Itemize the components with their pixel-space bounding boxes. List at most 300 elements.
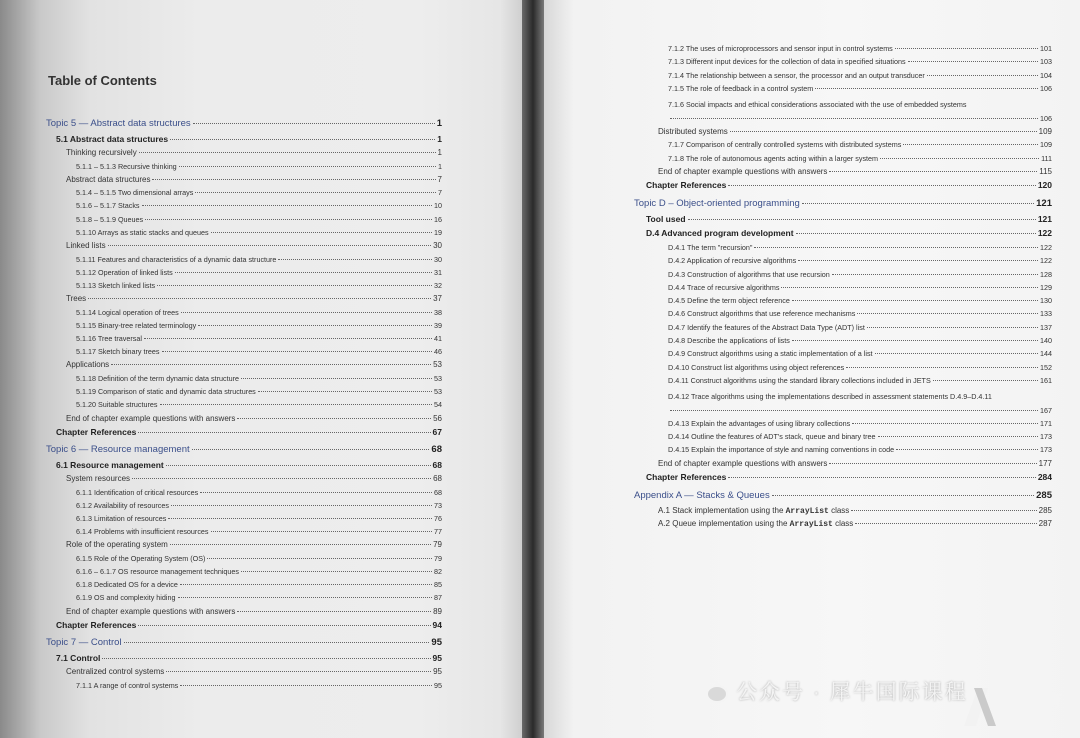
toc-entry-text: 6.1 Resource management xyxy=(56,460,164,470)
page-number: 54 xyxy=(434,400,442,410)
dot-leader xyxy=(88,298,431,299)
page-number: 287 xyxy=(1038,519,1052,529)
page-number: 285 xyxy=(1038,505,1052,515)
toc-entry-text: 5.1.18 Definition of the term dynamic data structure xyxy=(76,373,239,383)
dot-leader xyxy=(851,510,1036,511)
page-number: 122 xyxy=(1040,256,1052,266)
dot-leader xyxy=(124,642,430,643)
toc-entry-text: End of chapter example questions with answers xyxy=(658,458,828,468)
dot-leader xyxy=(730,131,1037,132)
toc-entry-text: 7.1.4 The relationship between a sensor, the processor and an output transducer xyxy=(668,70,925,80)
toc-entry-text: D.4.15 Explain the importance of style and naming conventions in code xyxy=(668,445,895,455)
page-number: 1 xyxy=(437,148,442,157)
toc-entry[interactable] xyxy=(66,148,442,157)
toc-entry[interactable] xyxy=(66,540,442,549)
dot-leader xyxy=(829,463,1036,464)
toc-entry[interactable] xyxy=(668,432,1052,441)
toc-entry[interactable] xyxy=(658,127,1052,136)
toc-entry[interactable] xyxy=(76,308,442,317)
page-number: 73 xyxy=(434,500,442,510)
toc-entry-text: 7.1.6 Social impacts and ethical considerations associated with the use of embedded systems xyxy=(668,100,967,110)
right-book-page xyxy=(544,0,1080,738)
dot-leader xyxy=(138,432,430,433)
page-number: 95 xyxy=(431,637,442,649)
dot-leader xyxy=(855,523,1036,524)
toc-entry[interactable] xyxy=(76,321,442,330)
dot-leader xyxy=(211,232,432,233)
toc-entry-text: 5.1.8 – 5.1.9 Queues xyxy=(76,214,144,224)
dot-leader xyxy=(895,48,1038,49)
dot-leader xyxy=(181,312,432,313)
dot-leader xyxy=(178,597,433,598)
toc-entry[interactable] xyxy=(658,459,1052,468)
dot-leader xyxy=(171,505,432,506)
toc-entry-text: Applications xyxy=(66,360,110,370)
toc-entry-text: D.4.6 Construct algorithms that use reference mechanisms xyxy=(668,309,856,319)
page-number: 122 xyxy=(1037,228,1052,239)
toc-entry-text: 5.1.15 Binary-tree related terminology xyxy=(76,320,197,330)
page-number: 76 xyxy=(434,513,442,523)
toc-entry-text: 5.1 Abstract data structures xyxy=(56,134,169,144)
toc-entry-text: Chapter References xyxy=(56,427,137,437)
page-number: 284 xyxy=(1037,472,1052,483)
dot-leader xyxy=(829,171,1037,172)
page-number: 137 xyxy=(1040,322,1052,332)
toc-entry-text: 5.1.11 Features and characteristics of a dynamic data structure xyxy=(76,254,277,264)
toc-entry[interactable] xyxy=(76,400,442,409)
toc-entry[interactable] xyxy=(66,667,442,676)
toc-entry-text: Chapter References xyxy=(56,620,137,631)
page-number: 85 xyxy=(434,580,442,590)
dot-leader xyxy=(157,285,432,286)
toc-entry-text: 5.1.6 – 5.1.7 Stacks xyxy=(76,201,140,211)
dot-leader xyxy=(792,340,1038,341)
toc-entry-text: D.4.8 Describe the applications of lists xyxy=(668,336,790,345)
toc-entry[interactable] xyxy=(668,419,1052,428)
page-number: 161 xyxy=(1040,375,1052,385)
dot-leader xyxy=(878,436,1038,437)
page-number: 82 xyxy=(434,567,442,576)
toc-title: Table of Contents xyxy=(48,73,157,88)
dot-leader xyxy=(880,158,1039,159)
toc-entry[interactable] xyxy=(76,268,442,277)
toc-entry-text: 7.1.1 A range of control systems xyxy=(76,680,179,690)
page-number: 1 xyxy=(436,118,442,129)
dot-leader xyxy=(728,477,1036,478)
dot-leader xyxy=(278,259,432,260)
dot-leader xyxy=(896,449,1038,450)
toc-entry-text: Topic 5 — Abstract data structures xyxy=(46,118,191,129)
toc-entry[interactable] xyxy=(76,281,442,290)
dot-leader xyxy=(108,245,432,246)
toc-topic-heading[interactable] xyxy=(634,198,1052,209)
watermark-text: 公众号 · 犀牛国际课程 xyxy=(736,681,968,704)
toc-entry[interactable] xyxy=(668,309,1052,318)
page-number: 53 xyxy=(434,373,442,383)
toc-entry-text: D.4.1 The term "recursion" xyxy=(668,242,753,252)
toc-entry[interactable] xyxy=(76,580,442,589)
dot-leader xyxy=(728,185,1036,186)
dot-leader xyxy=(237,418,431,419)
toc-entry[interactable] xyxy=(76,681,442,690)
toc-entry-text: 6.1.3 Limitation of resources xyxy=(76,513,167,523)
toc-entry-text: D.4 Advanced program development xyxy=(646,228,794,239)
dot-leader xyxy=(180,584,432,585)
toc-entry[interactable] xyxy=(76,347,442,356)
book-gutter xyxy=(522,0,544,738)
page-number: 122 xyxy=(1040,242,1052,252)
page-number: 39 xyxy=(434,320,442,330)
toc-entry[interactable] xyxy=(646,472,1052,482)
toc-entry[interactable] xyxy=(668,243,1052,252)
dot-leader xyxy=(211,531,433,532)
toc-entry[interactable] xyxy=(76,334,442,343)
dot-leader xyxy=(170,544,431,545)
dot-leader xyxy=(207,558,432,559)
toc-entry[interactable] xyxy=(76,488,442,497)
dot-leader xyxy=(933,380,1038,381)
page-number: 68 xyxy=(434,487,442,497)
page-number: 41 xyxy=(434,334,442,343)
toc-entry[interactable] xyxy=(76,215,442,224)
page-number: 106 xyxy=(1040,83,1052,93)
toc-entry[interactable] xyxy=(76,501,442,510)
page-number: 95 xyxy=(434,680,442,690)
dot-leader xyxy=(193,123,435,124)
toc-entry[interactable] xyxy=(76,554,442,563)
toc-entry[interactable] xyxy=(66,474,442,483)
page-number: 101 xyxy=(1040,44,1052,53)
toc-entry-text: D.4.10 Construct list algorithms using object references xyxy=(668,362,845,372)
toc-entry-text: End of chapter example questions with answers xyxy=(66,606,236,616)
toc-entry[interactable] xyxy=(76,567,442,576)
page-number: 173 xyxy=(1040,445,1052,455)
page-number: 121 xyxy=(1036,197,1052,209)
toc-entry-text: 6.1.6 – 6.1.7 OS resource management techniques xyxy=(76,567,240,576)
toc-entry[interactable] xyxy=(646,228,1052,238)
toc-entry-text: 6.1.5 Role of the Operating System (OS) xyxy=(76,553,206,563)
page-number: 89 xyxy=(433,606,442,616)
dot-leader xyxy=(815,88,1038,89)
page-number: 46 xyxy=(434,347,442,357)
dot-leader xyxy=(802,203,1034,204)
toc-entry-text: Trees xyxy=(66,294,87,304)
page-number: 115 xyxy=(1039,166,1052,176)
toc-entry-text: D.4.5 Define the term object reference xyxy=(668,296,790,306)
page-number: 10 xyxy=(434,201,442,211)
toc-entry[interactable] xyxy=(668,71,1052,80)
dot-leader xyxy=(908,61,1038,62)
dot-leader xyxy=(162,351,432,352)
page-number: 285 xyxy=(1036,489,1052,501)
page-number: 53 xyxy=(433,360,442,370)
dot-leader xyxy=(139,152,436,153)
toc-topic-heading[interactable] xyxy=(634,490,1052,501)
left-book-page xyxy=(0,0,522,738)
toc-topic-heading[interactable] xyxy=(46,637,442,648)
page-number: 109 xyxy=(1040,140,1052,150)
toc-entry[interactable] xyxy=(76,374,442,383)
dot-leader xyxy=(102,658,430,659)
toc-entry[interactable] xyxy=(668,323,1052,332)
toc-entry-text: Topic 6 — Resource management xyxy=(46,444,190,455)
toc-entry-text: D.4.14 Outline the features of ADT's stack, queue and binary tree xyxy=(668,432,876,442)
toc-entry[interactable] xyxy=(76,527,442,536)
toc-entry-text: 6.1.8 Dedicated OS for a device xyxy=(76,580,178,590)
toc-entry[interactable] xyxy=(668,296,1052,305)
toc-entry[interactable] xyxy=(66,294,442,303)
dot-leader xyxy=(867,327,1038,328)
toc-entry-text: D.4.11 Construct algorithms using the standard library collections included in JETS xyxy=(668,375,931,385)
dot-leader xyxy=(846,367,1038,368)
dot-leader xyxy=(180,685,432,686)
toc-entry-text: Abstract data structures xyxy=(66,174,151,184)
dot-leader xyxy=(195,192,436,193)
toc-entry-text: D.4.12 Trace algorithms using the implementations described in assessment statements D.4.9–D.4.11 xyxy=(668,392,992,402)
dot-leader xyxy=(670,410,1038,411)
toc-entry[interactable] xyxy=(668,114,1052,123)
toc-entry-text: Chapter References xyxy=(646,180,727,191)
toc-entry[interactable] xyxy=(668,154,1052,163)
toc-entry-text: 5.1.10 Arrays as static stacks and queues xyxy=(76,227,209,237)
toc-entry[interactable] xyxy=(646,180,1052,190)
toc-entry[interactable] xyxy=(76,188,442,197)
page-number: 53 xyxy=(434,387,442,397)
dot-leader xyxy=(670,118,1038,119)
toc-entry[interactable] xyxy=(658,519,1052,529)
toc-entry[interactable] xyxy=(66,360,442,369)
toc-entry-text: Topic 7 — Control xyxy=(46,637,122,649)
toc-entry-text: End of chapter example questions with answers xyxy=(66,413,236,423)
page-number: 38 xyxy=(434,307,442,317)
page-number: 31 xyxy=(434,267,442,277)
page-number: 1 xyxy=(438,161,442,171)
toc-entry-text: Appendix A — Stacks & Queues xyxy=(634,489,770,501)
toc-entry[interactable] xyxy=(66,175,442,184)
page-number: 109 xyxy=(1038,126,1052,136)
dot-leader xyxy=(166,671,431,672)
toc-entry[interactable] xyxy=(668,270,1052,279)
dot-leader xyxy=(179,166,436,167)
toc-entry-text: 6.1.4 Problems with insufficient resources xyxy=(76,527,209,537)
brand-logo xyxy=(958,680,1078,734)
wechat-icon xyxy=(694,678,728,704)
toc-topic-heading[interactable] xyxy=(46,118,442,129)
toc-entry[interactable] xyxy=(668,363,1052,372)
dot-leader xyxy=(111,364,431,365)
toc-entry[interactable] xyxy=(668,283,1052,292)
dot-leader xyxy=(772,495,1034,496)
toc-entry-text: D.4.2 Application of recursive algorithms xyxy=(668,256,797,266)
toc-entry-text: 5.1.14 Logical operation of trees xyxy=(76,307,179,317)
dot-leader xyxy=(237,611,431,612)
toc-entry[interactable] xyxy=(66,241,442,250)
toc-entry-text: D.4.9 Construct algorithms using a static implementation of a list xyxy=(668,349,873,359)
page-number: 171 xyxy=(1040,418,1052,428)
page-number: 133 xyxy=(1040,309,1052,319)
dot-leader xyxy=(166,465,431,466)
toc-entry[interactable] xyxy=(668,406,1052,415)
dot-leader xyxy=(198,325,432,326)
page-number: 7 xyxy=(437,174,442,184)
page-number: 79 xyxy=(434,553,442,563)
toc-entry-text: 6.1.2 Availability of resources xyxy=(76,500,169,510)
toc-entry-text: 6.1.9 OS and complexity hiding xyxy=(76,593,176,603)
dot-leader xyxy=(875,353,1038,354)
toc-entry[interactable] xyxy=(658,167,1052,176)
toc-entry-text: 5.1.20 Suitable structures xyxy=(76,400,158,410)
dot-leader xyxy=(160,404,432,405)
dot-leader xyxy=(168,518,432,519)
logo-subtext: X-NEW xyxy=(1002,715,1057,729)
toc-entry[interactable] xyxy=(56,653,442,663)
dot-leader xyxy=(138,625,430,626)
toc-entry[interactable] xyxy=(668,57,1052,66)
page-number: 173 xyxy=(1040,432,1052,442)
page-number: 7 xyxy=(438,188,442,198)
dot-leader xyxy=(152,179,435,180)
dot-leader xyxy=(903,144,1038,145)
toc-entry-text: 5.1.4 – 5.1.5 Two dimensional arrays xyxy=(76,188,194,198)
page-number: 68 xyxy=(433,474,442,483)
dot-leader xyxy=(200,492,432,493)
toc-entry-text: 7.1.7 Comparison of centrally controlled systems with distributed systems xyxy=(668,140,902,150)
toc-entry-text: End of chapter example questions with answers xyxy=(658,166,828,176)
toc-entry-text: 7.1.5 The role of feedback in a control system xyxy=(668,83,814,93)
toc-entry-text: A.1 Stack implementation using the ArrayList class xyxy=(658,505,850,516)
toc-entry[interactable] xyxy=(56,134,442,144)
toc-entry[interactable] xyxy=(668,349,1052,358)
toc-entry-text: Linked lists xyxy=(66,241,106,250)
dot-leader xyxy=(688,219,1036,220)
page-number: 77 xyxy=(434,527,442,537)
page-number: 120 xyxy=(1037,180,1052,191)
toc-entry-text: Thinking recursively xyxy=(66,148,137,157)
toc-entry[interactable] xyxy=(66,607,442,616)
watermark xyxy=(694,676,968,706)
page-number: 128 xyxy=(1040,269,1052,279)
toc-entry-text: D.4.7 Identify the features of the Abstract Data Type (ADT) list xyxy=(668,322,865,332)
dot-leader xyxy=(145,219,432,220)
toc-entry-text: Topic D – Object-oriented programming xyxy=(634,197,800,209)
toc-entry[interactable] xyxy=(56,620,442,630)
page-number: 121 xyxy=(1037,213,1052,224)
toc-entry-text: A.2 Queue implementation using the ArrayList class xyxy=(658,519,854,530)
toc-entry-text: Tool used xyxy=(646,213,686,224)
page-number: 68 xyxy=(432,460,442,470)
toc-entry[interactable] xyxy=(668,376,1052,385)
page-number: 68 xyxy=(431,444,442,455)
page-number: 106 xyxy=(1040,113,1052,123)
page-number: 104 xyxy=(1040,70,1052,80)
toc-entry-text: 5.1.12 Operation of linked lists xyxy=(76,267,173,277)
page-number: 19 xyxy=(434,227,442,237)
toc-entry-text: Role of the operating system xyxy=(66,540,168,550)
toc-entry[interactable] xyxy=(668,336,1052,345)
dot-leader xyxy=(781,287,1038,288)
toc-entry[interactable] xyxy=(56,427,442,437)
toc-entry-text: Centralized control systems xyxy=(66,667,165,677)
toc-entry[interactable] xyxy=(76,593,442,602)
toc-entry[interactable] xyxy=(76,387,442,396)
page-number: 177 xyxy=(1038,458,1052,468)
toc-entry[interactable] xyxy=(668,445,1052,454)
toc-entry[interactable] xyxy=(56,460,442,470)
page-number: 144 xyxy=(1040,349,1052,359)
toc-entry-text: 5.1.17 Sketch binary trees xyxy=(76,347,160,357)
dot-leader xyxy=(192,449,430,450)
dot-leader xyxy=(792,300,1038,301)
toc-entry-text: 6.1.1 Identification of critical resources xyxy=(76,487,199,497)
page-number: 129 xyxy=(1040,282,1052,292)
toc-entry[interactable] xyxy=(658,506,1052,516)
dot-leader xyxy=(142,205,432,206)
toc-entry[interactable] xyxy=(668,44,1052,53)
dot-leader xyxy=(754,247,1038,248)
toc-entry-text: 5.1.19 Comparison of static and dynamic data structures xyxy=(76,387,256,397)
dot-leader xyxy=(852,423,1038,424)
toc-entry[interactable] xyxy=(668,84,1052,93)
toc-entry-text: Chapter References xyxy=(646,472,727,483)
toc-entry[interactable] xyxy=(76,228,442,237)
dot-leader xyxy=(144,338,432,339)
page-number: 79 xyxy=(433,540,442,550)
page-number: 152 xyxy=(1040,362,1052,372)
toc-entry-text: 5.1.16 Tree traversal xyxy=(76,334,142,343)
page-number: 111 xyxy=(1041,153,1052,163)
toc-entry-text: 5.1.1 – 5.1.3 Recursive thinking xyxy=(76,161,177,171)
toc-entry-text: 7.1.8 The role of autonomous agents acting within a larger system xyxy=(668,153,879,163)
toc-entry[interactable] xyxy=(76,514,442,523)
toc-entry[interactable] xyxy=(668,256,1052,265)
page-number: 95 xyxy=(433,667,442,677)
page-number: 87 xyxy=(434,593,442,603)
toc-entry-text: D.4.3 Construction of algorithms that use recursion xyxy=(668,269,830,279)
dot-leader xyxy=(170,139,435,140)
toc-entry[interactable] xyxy=(76,255,442,264)
page-number: 140 xyxy=(1040,336,1052,345)
toc-entry[interactable] xyxy=(668,140,1052,149)
page-number: 16 xyxy=(434,214,442,224)
page-number: 103 xyxy=(1040,57,1052,67)
page-number: 130 xyxy=(1040,296,1052,306)
dot-leader xyxy=(832,274,1038,275)
toc-entry-text: System resources xyxy=(66,474,131,483)
dot-leader xyxy=(798,260,1038,261)
toc-entry-text: Distributed systems xyxy=(658,126,728,136)
page-number: 94 xyxy=(432,620,442,631)
dot-leader xyxy=(927,75,1038,76)
page-number: 95 xyxy=(432,653,442,664)
toc-entry-text: D.4.13 Explain the advantages of using library collections xyxy=(668,418,851,428)
dot-leader xyxy=(132,478,431,479)
toc-entry-text: 7.1.2 The uses of microprocessors and sensor input in control systems xyxy=(668,44,893,53)
page-number: 167 xyxy=(1040,405,1052,415)
logo-text: 犀牛教育 xyxy=(1002,693,1063,710)
toc-entry[interactable] xyxy=(76,162,442,171)
page-number: 37 xyxy=(433,294,442,304)
toc-entry[interactable] xyxy=(66,414,442,423)
toc-entry[interactable] xyxy=(76,201,442,210)
page-number: 1 xyxy=(437,134,442,144)
page-number: 30 xyxy=(434,254,442,264)
dot-leader xyxy=(258,391,432,392)
toc-topic-heading[interactable] xyxy=(46,444,442,455)
page-number: 56 xyxy=(433,413,442,423)
toc-entry-text: 7.1 Control xyxy=(56,653,101,664)
toc-entry[interactable] xyxy=(646,214,1052,224)
dot-leader xyxy=(796,233,1036,234)
